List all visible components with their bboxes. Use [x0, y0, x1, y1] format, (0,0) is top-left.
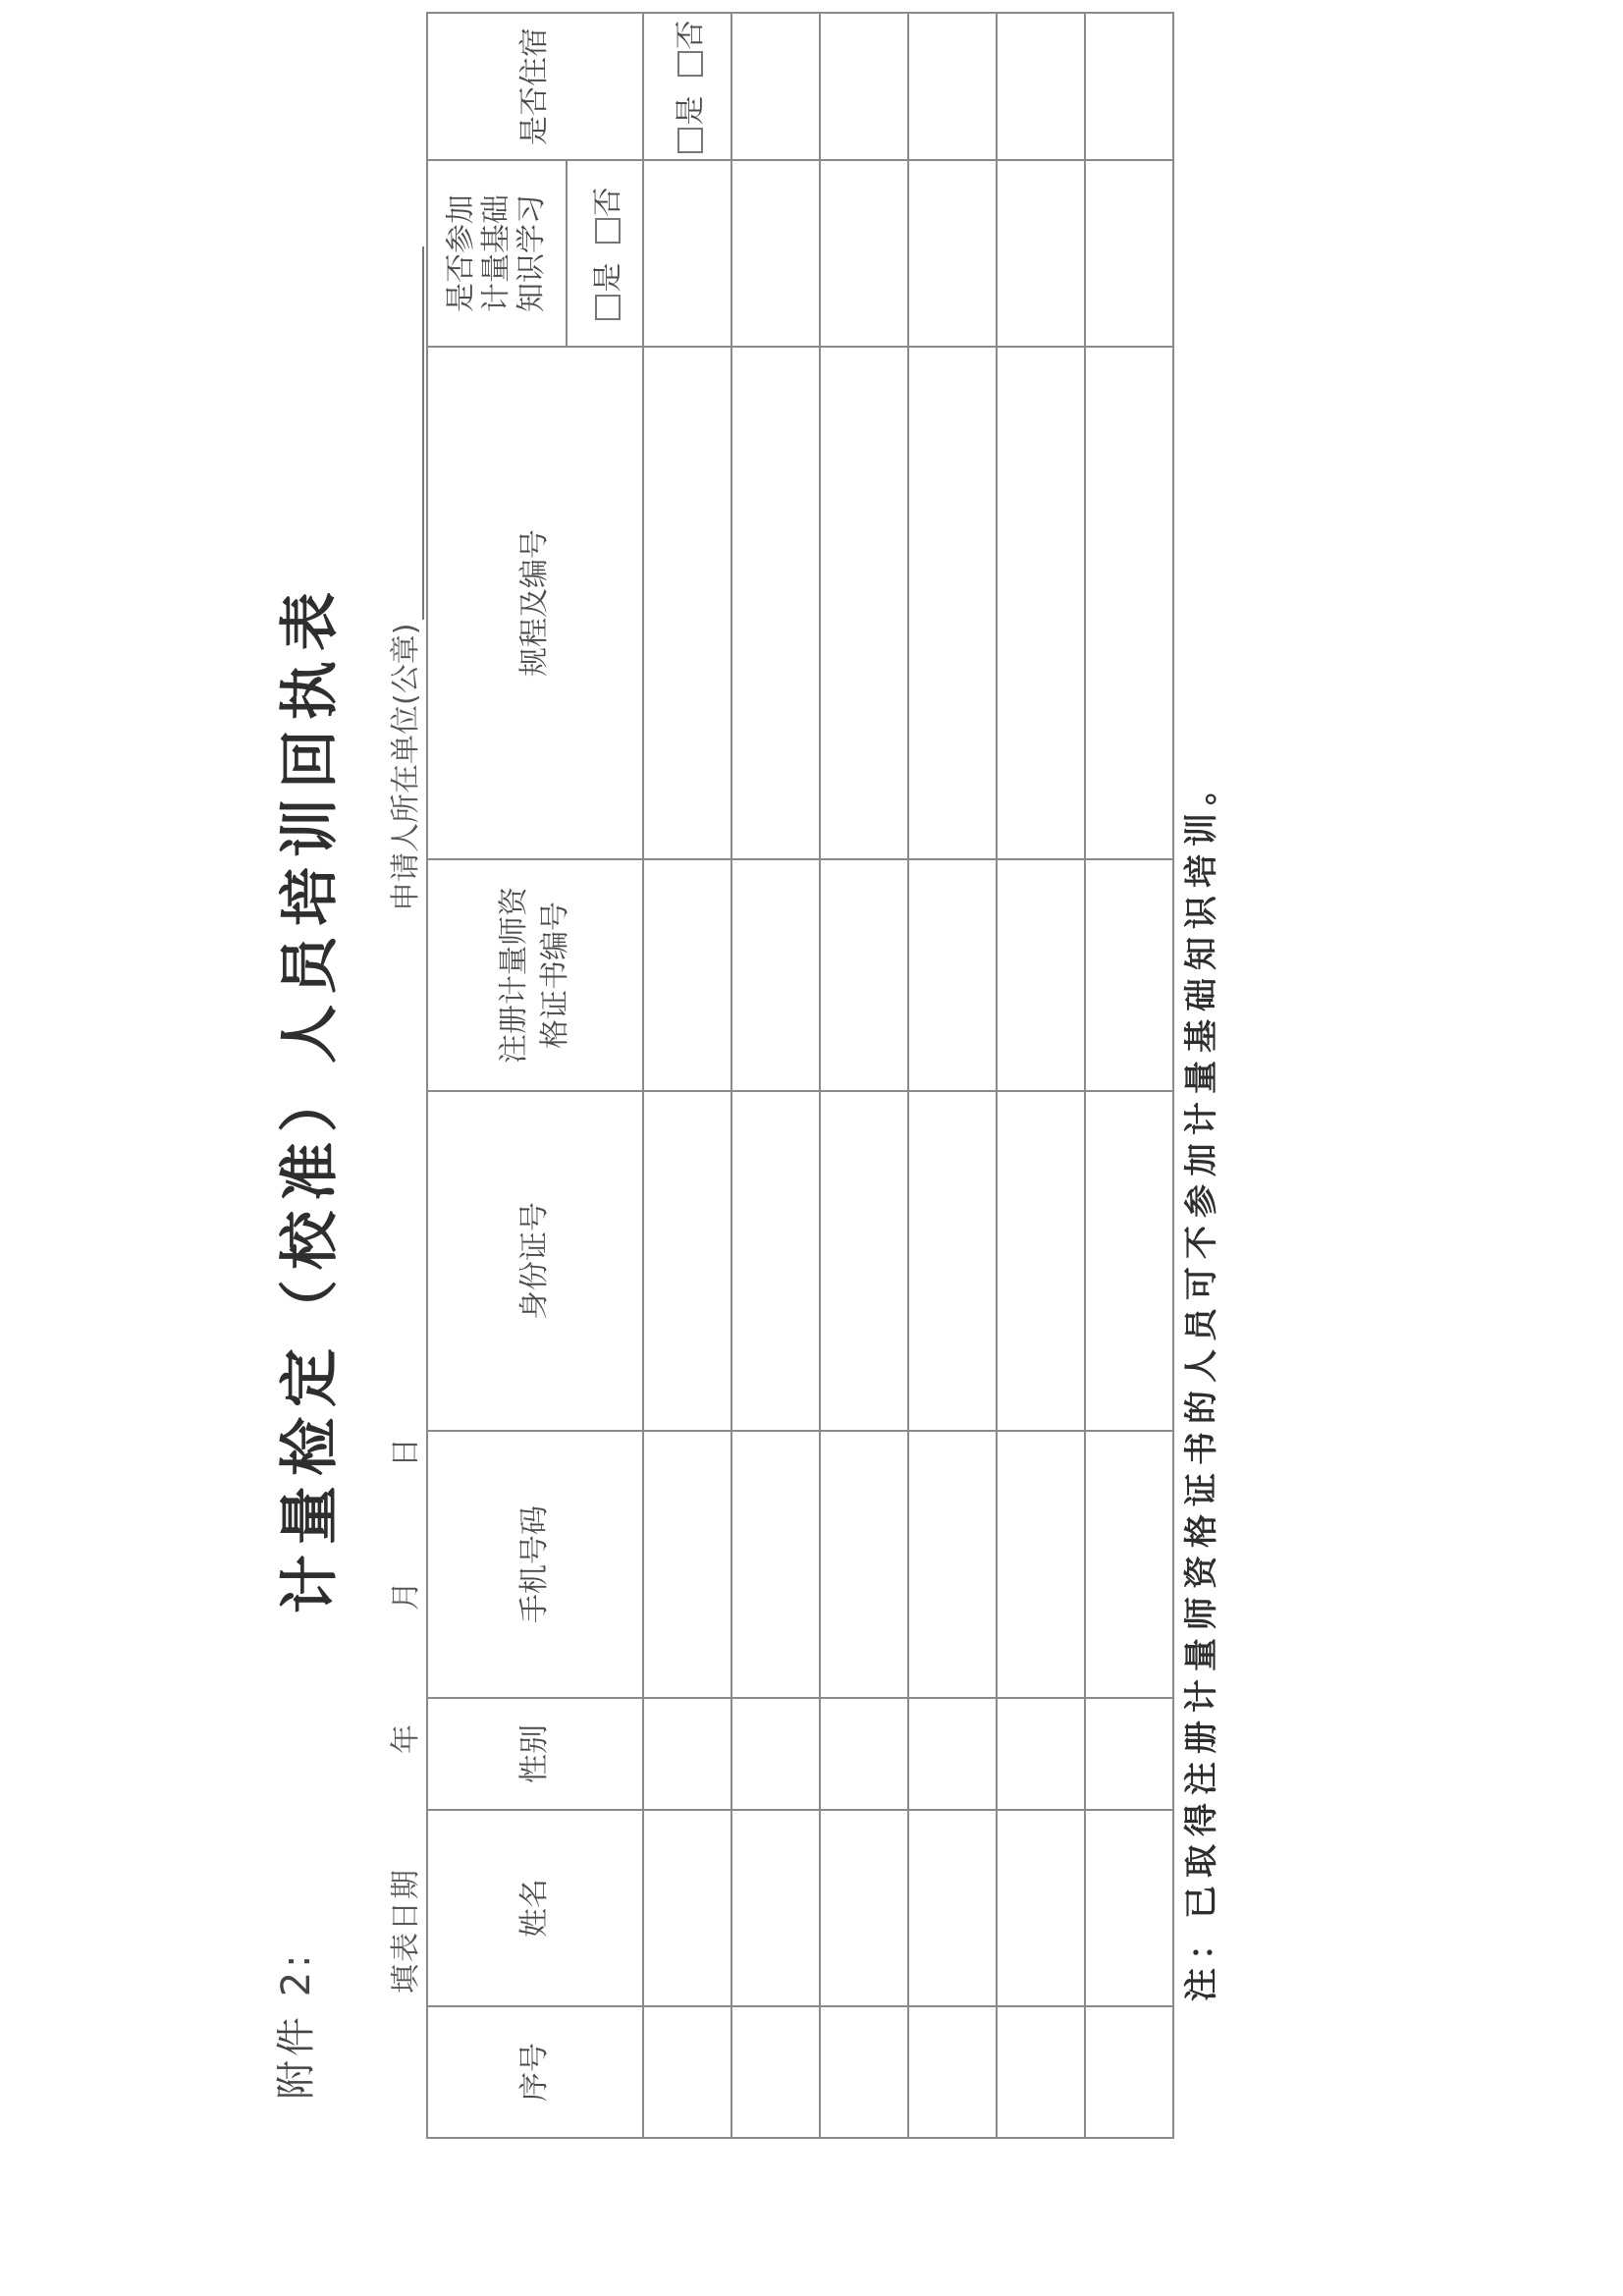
cell-basic-knowledge[interactable] — [908, 160, 997, 347]
cell-basic-knowledge[interactable] — [643, 160, 731, 347]
cell-certificate[interactable] — [820, 859, 908, 1091]
header-id-number: 身份证号 — [427, 1091, 643, 1431]
cell-seq[interactable] — [820, 2006, 908, 2138]
cell-certificate[interactable] — [908, 859, 997, 1091]
header-procedure: 规程及编号 — [427, 347, 643, 859]
cell-gender[interactable] — [997, 1698, 1085, 1810]
fill-date-label: 填表日期 — [389, 1868, 423, 1994]
header-seq: 序号 — [427, 2006, 643, 2138]
cell-id-number[interactable] — [908, 1091, 997, 1431]
header-basic-knowledge-line3: 知识学习 — [514, 194, 549, 312]
cell-seq[interactable] — [997, 2006, 1085, 2138]
cell-lodging[interactable] — [820, 13, 908, 160]
lodging-options — [643, 13, 731, 160]
registration-table — [426, 12, 1174, 2139]
table-row — [820, 13, 908, 2138]
cell-certificate[interactable] — [731, 859, 820, 1091]
cell-lodging[interactable] — [997, 13, 1085, 160]
cell-phone[interactable] — [820, 1431, 908, 1698]
cell-id-number[interactable] — [1085, 1091, 1173, 1431]
cell-basic-knowledge[interactable] — [731, 160, 820, 347]
cell-phone[interactable] — [731, 1431, 820, 1698]
header-basic-knowledge-line1: 是否参加 — [444, 194, 478, 312]
table-row — [997, 13, 1085, 2138]
cell-procedure[interactable] — [820, 347, 908, 859]
cell-name[interactable] — [908, 1810, 997, 2006]
cell-procedure[interactable] — [731, 347, 820, 859]
cell-gender[interactable] — [1085, 1698, 1173, 1810]
header-gender: 性别 — [427, 1698, 643, 1810]
checkbox-icon[interactable] — [677, 128, 703, 153]
cell-procedure[interactable] — [643, 347, 731, 859]
cell-lodging[interactable] — [908, 13, 997, 160]
cell-id-number[interactable] — [643, 1091, 731, 1431]
applicant-unit-line — [393, 246, 424, 620]
table-row — [643, 13, 731, 2138]
header-basic-knowledge-line2: 计量基础 — [479, 194, 514, 312]
header-certificate — [427, 859, 643, 1091]
option-yes: 是 — [674, 95, 708, 126]
cell-certificate[interactable] — [1085, 859, 1173, 1091]
cell-seq[interactable] — [908, 2006, 997, 2138]
cell-gender[interactable] — [820, 1698, 908, 1810]
option-no: 否 — [674, 20, 708, 50]
checkbox-icon[interactable] — [595, 295, 621, 320]
cell-phone[interactable] — [1085, 1431, 1173, 1698]
cell-seq[interactable] — [731, 2006, 820, 2138]
applicant-unit — [381, 246, 424, 911]
cell-basic-knowledge[interactable] — [997, 160, 1085, 347]
cell-gender[interactable] — [908, 1698, 997, 1810]
basic-knowledge-options — [567, 160, 643, 347]
cell-phone[interactable] — [997, 1431, 1085, 1698]
cell-gender[interactable] — [731, 1698, 820, 1810]
cell-lodging[interactable] — [1085, 13, 1173, 160]
header-phone: 手机号码 — [427, 1431, 643, 1698]
table-row — [1085, 13, 1173, 2138]
cell-gender[interactable] — [643, 1698, 731, 1810]
cell-phone[interactable] — [908, 1431, 997, 1698]
cell-name[interactable] — [997, 1810, 1085, 2006]
header-name: 姓名 — [427, 1810, 643, 2006]
checkbox-icon[interactable] — [595, 218, 621, 244]
fill-date-day: 日 — [389, 1436, 423, 1467]
table-row — [908, 13, 997, 2138]
header-certificate-line1: 注册计量师资 — [497, 887, 531, 1064]
cell-phone[interactable] — [643, 1431, 731, 1698]
cell-name[interactable] — [1085, 1810, 1173, 2006]
header-certificate-line2: 格证书编号 — [538, 902, 572, 1049]
cell-name[interactable] — [731, 1810, 820, 2006]
cell-name[interactable] — [643, 1810, 731, 2006]
cell-procedure[interactable] — [1085, 347, 1173, 859]
fill-date-year: 年 — [389, 1722, 423, 1754]
header-lodging: 是否住宿 — [427, 13, 643, 160]
header-row — [427, 13, 567, 2138]
cell-lodging[interactable] — [731, 13, 820, 160]
cell-certificate[interactable] — [643, 859, 731, 1091]
cell-certificate[interactable] — [997, 859, 1085, 1091]
cell-basic-knowledge[interactable] — [820, 160, 908, 347]
option-no: 否 — [591, 187, 625, 217]
footnote: 注：已取得注册计量师资格证书的人员可不参加计量基础知识培训。 — [1182, 764, 1221, 2001]
applicant-unit-label: 申请人所在单位(公章) — [389, 623, 423, 911]
checkbox-icon[interactable] — [677, 51, 703, 77]
header-basic-knowledge — [427, 160, 567, 347]
form-title: 计量检定（校准）人员培训回执表 — [276, 582, 345, 1613]
attachment-label: 附件 2: — [274, 1950, 319, 2100]
table-row — [731, 13, 820, 2138]
cell-id-number[interactable] — [997, 1091, 1085, 1431]
fill-date — [381, 1436, 424, 1994]
cell-procedure[interactable] — [997, 347, 1085, 859]
cell-id-number[interactable] — [731, 1091, 820, 1431]
cell-basic-knowledge[interactable] — [1085, 160, 1173, 347]
cell-seq[interactable] — [1085, 2006, 1173, 2138]
cell-procedure[interactable] — [908, 347, 997, 859]
cell-seq[interactable] — [643, 2006, 731, 2138]
cell-id-number[interactable] — [820, 1091, 908, 1431]
option-yes: 是 — [591, 262, 625, 293]
cell-name[interactable] — [820, 1810, 908, 2006]
fill-date-month: 月 — [389, 1579, 423, 1611]
